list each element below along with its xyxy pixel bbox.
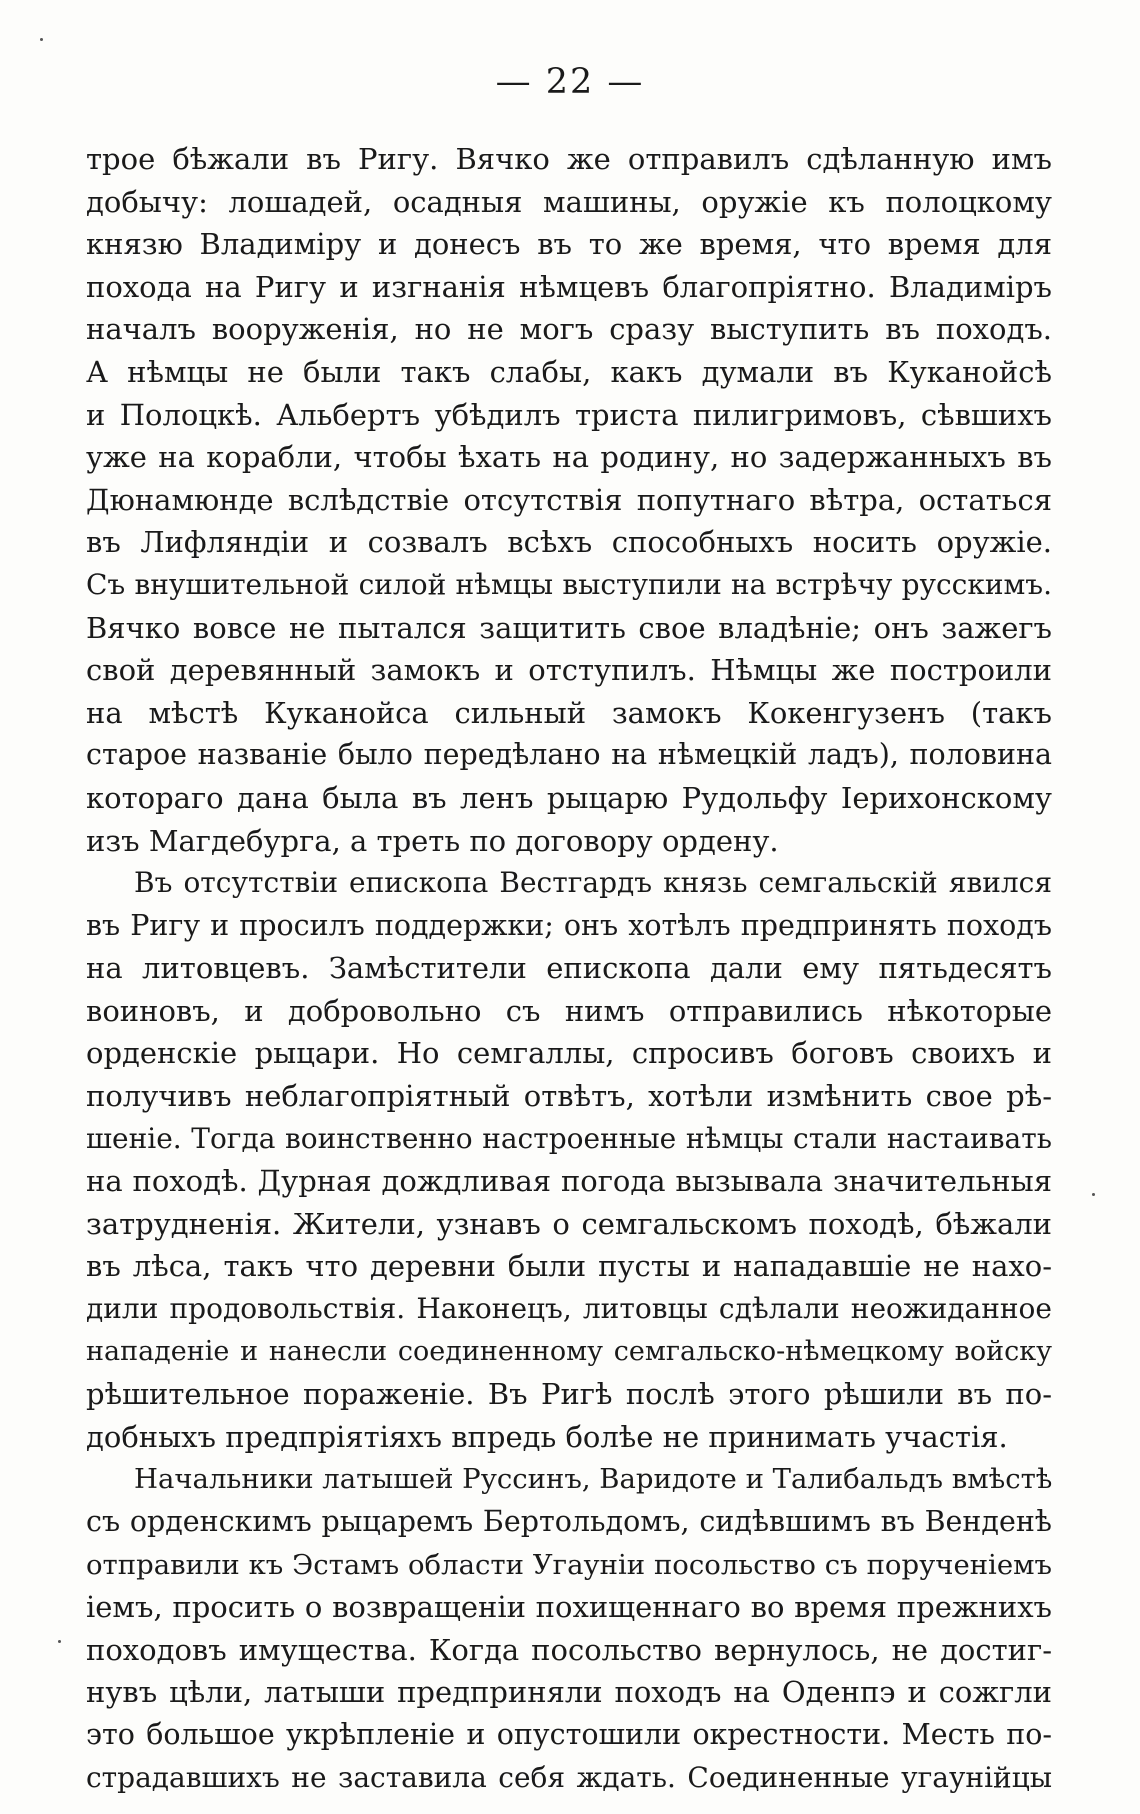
text-line: въ Лифляндіи и созвалъ всѣхъ способныхъ носить оружіе. [86, 525, 1052, 560]
text-line: нападеніе и нанесли соединенному семгальско-нѣмецкому войску [86, 1335, 1052, 1367]
text-line: на походѣ. Дурная дождливая погода вызывала значительныя [86, 1164, 1052, 1199]
text-line: это большое укрѣпленіе и опустошили окрестности. Месть по- [86, 1717, 1052, 1751]
body-text [86, 138, 1052, 1799]
text-line: нувъ цѣли, латыши предприняли походъ на Оденпэ и сожгли [86, 1675, 1052, 1710]
text-line: въ Ригу и просилъ поддержки; онъ хотѣлъ предпринять походъ [86, 908, 1052, 942]
text-line: страдавшихъ не заставила себя ждать. Соединенные угаунійцы [86, 1760, 1052, 1794]
text-line: старое названіе было передѣлано на нѣмецкій ладъ), половина [86, 738, 1052, 772]
paragraph-end-line: добныхъ предпріятіяхъ впредь болѣе не принимать участія. [86, 1419, 1008, 1454]
text-line: свой деревянный замокъ и отступилъ. Нѣмцы же построили [86, 653, 1052, 688]
text-line: шеніе. Тогда воинственно настроенные нѣмцы стали настаивать [86, 1121, 1052, 1155]
text-line: на мѣстѣ Куканойса сильный замокъ Кокенгузенъ (такъ [86, 695, 1052, 730]
scan-speck [58, 1640, 61, 1643]
text-line: на литовцевъ. Замѣстители епископа дали ему пятьдесятъ [86, 951, 1052, 986]
text-line: началъ вооруженія, но не могъ сразу выступить въ походъ. [86, 312, 1052, 347]
text-line: отправили къ Эстамъ области Угауніи посольство съ порученіемъ [86, 1548, 1052, 1581]
paragraph-start-line: Начальники латышей Руссинъ, Варидоте и Талибальдъ вмѣстѣ [134, 1463, 1053, 1496]
text-line: получивъ неблагопріятный отвѣтъ, хотѣли измѣнить свое рѣ- [86, 1079, 1052, 1114]
text-line: Дюнамюнде вслѣдствіе отсутствія попутнаго вѣтра, остаться [86, 482, 1052, 517]
text-line: А нѣмцы не были такъ слабы, какъ думали въ Куканойсѣ [86, 354, 1052, 389]
text-line: Съ внушительной силой нѣмцы выступили на встрѣчу русскимъ. [86, 567, 1052, 601]
paragraph-start-line: Въ отсутствіи епископа Вестгардъ князь семгальскій явился [134, 866, 1052, 900]
text-line: орденскіе рыцари. Но семгаллы, спросивъ боговъ своихъ и [86, 1036, 1052, 1071]
text-line: и Полоцкѣ. Альбертъ убѣдилъ триста пилигримовъ, сѣвшихъ [86, 397, 1052, 432]
text-line: въ лѣса, такъ что деревни были пусты и нападавшіе не нахо- [86, 1249, 1052, 1284]
page-number: — 22 — [495, 62, 645, 102]
text-line: затрудненія. Жители, узнавъ о семгальскомъ походѣ, бѣжали [86, 1206, 1052, 1241]
text-line: князю Владиміру и донесъ въ то же время, что время для [86, 227, 1052, 262]
text-line: Вячко вовсе не пытался защитить свое владѣніе; онъ зажегъ [86, 610, 1052, 645]
scan-speck [40, 38, 43, 41]
text-line: уже на корабли, чтобы ѣхать на родину, но задержанныхъ въ [86, 440, 1052, 475]
paragraph-end-line: изъ Магдебурга, а треть по договору ордену. [86, 823, 779, 858]
text-line: воиновъ, и добровольно съ нимъ отправились нѣкоторые [86, 993, 1052, 1028]
text-line: котораго дана была въ ленъ рыцарю Рудольфу Іерихонскому [86, 780, 1052, 815]
text-line: походовъ имущества. Когда посольство вернулось, не достиг- [86, 1632, 1052, 1667]
scan-speck [1092, 1193, 1095, 1196]
text-line: трое бѣжали въ Ригу. Вячко же отправилъ сдѣланную имъ [86, 142, 1052, 176]
text-line: іемъ, просить о возвращеніи похищеннаго во время прежнихъ [86, 1590, 1052, 1625]
text-line: съ орденскимъ рыцаремъ Бертольдомъ, сидѣвшимъ въ Венденѣ [86, 1505, 1052, 1538]
text-line: добычу: лошадей, осадныя машины, оружіе къ полоцкому [86, 184, 1052, 219]
text-line: рѣшительное пораженіе. Въ Ригѣ послѣ этого рѣшили въ по- [86, 1377, 1052, 1412]
text-line: дили продовольствія. Наконецъ, литовцы сдѣлали неожиданное [86, 1292, 1052, 1326]
text-line: похода на Ригу и изгнанія нѣмцевъ благопріятно. Владиміръ [86, 269, 1052, 304]
